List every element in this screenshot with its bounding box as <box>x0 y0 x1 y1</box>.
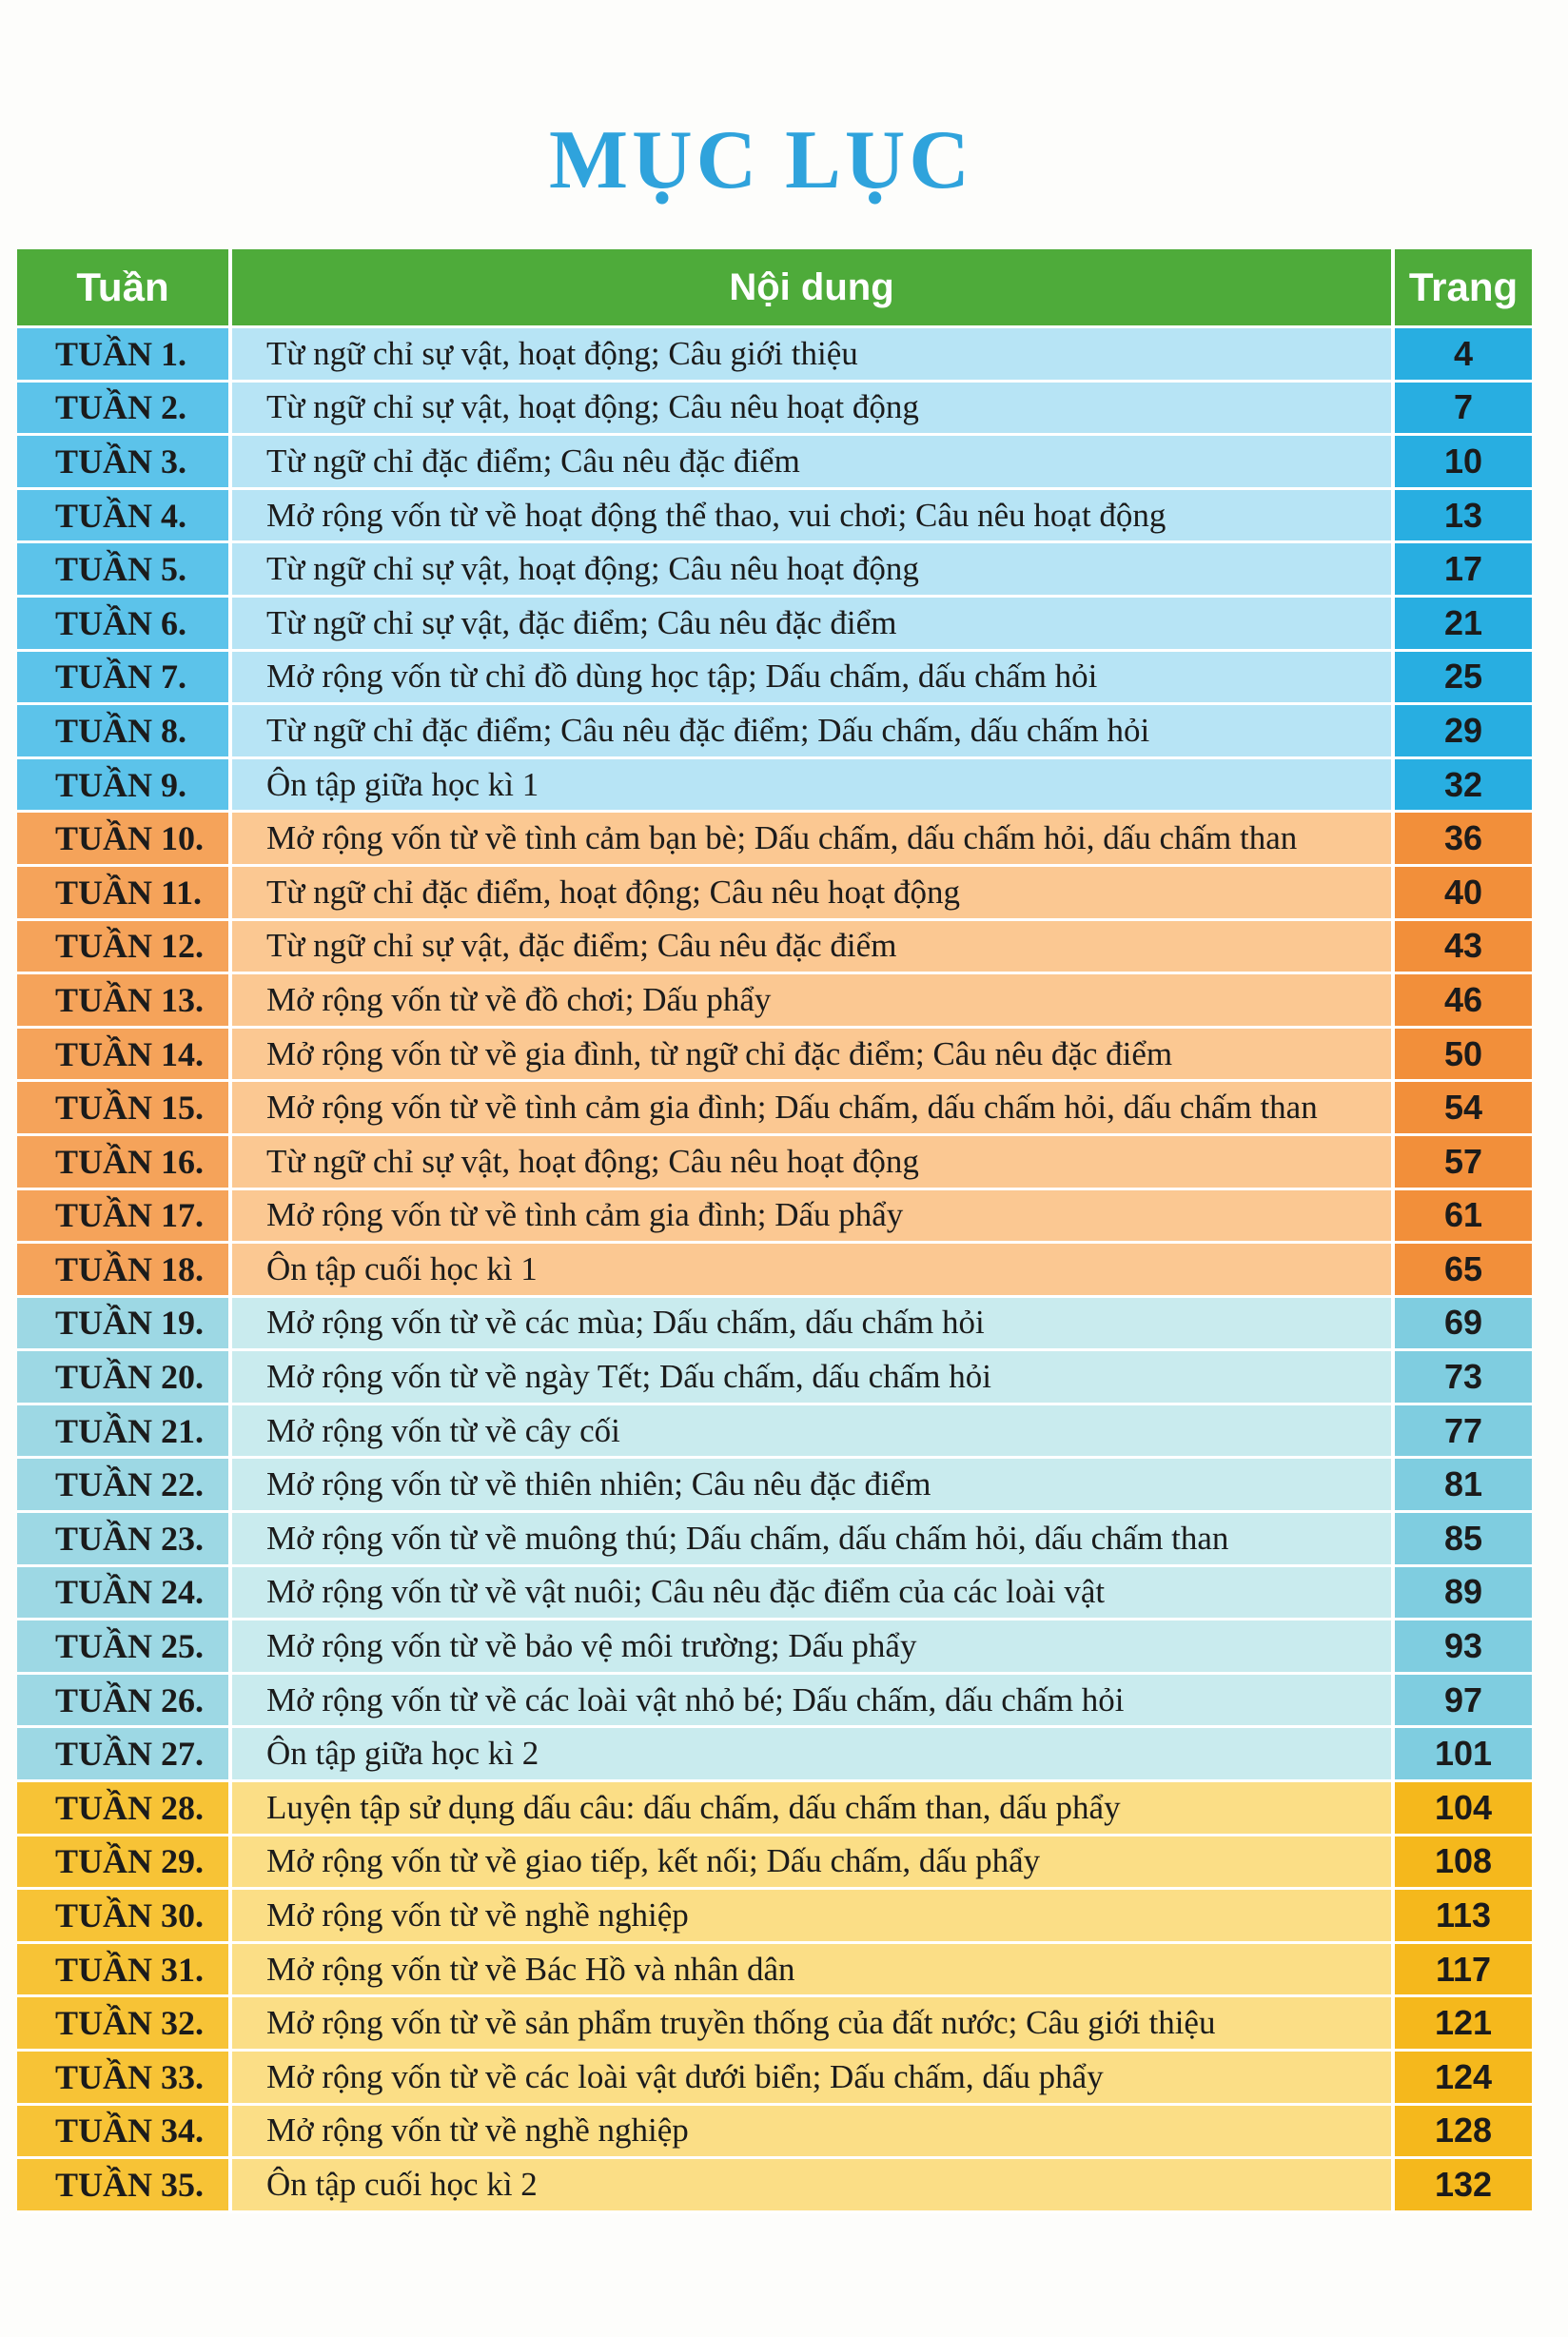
page-cell: 32 <box>1395 759 1532 811</box>
toc-table <box>17 249 1532 2213</box>
week-cell: TUẦN 33. <box>17 2052 228 2103</box>
page-cell: 97 <box>1395 1675 1532 1726</box>
week-cell: TUẦN 12. <box>17 921 228 972</box>
toc-row <box>17 1405 1532 1460</box>
content-cell: Từ ngữ chỉ sự vật, hoạt động; Câu giới thiệu <box>228 328 1395 380</box>
page-cell: 81 <box>1395 1459 1532 1510</box>
week-cell: TUẦN 10. <box>17 813 228 864</box>
toc-row <box>17 1459 1532 1513</box>
content-cell: Mở rộng vốn từ về nghề nghiệp <box>228 1890 1395 1941</box>
toc-row <box>17 1890 1532 1944</box>
toc-row <box>17 1351 1532 1405</box>
toc-row <box>17 1082 1532 1136</box>
toc-row <box>17 436 1532 490</box>
content-cell: Ôn tập cuối học kì 2 <box>228 2159 1395 2210</box>
week-cell: TUẦN 22. <box>17 1459 228 1510</box>
content-cell: Từ ngữ chỉ đặc điểm; Câu nêu đặc điểm; Dấu chấm, dấu chấm hỏi <box>228 705 1395 756</box>
week-cell: TUẦN 5. <box>17 543 228 595</box>
page-cell: 21 <box>1395 598 1532 649</box>
week-cell: TUẦN 18. <box>17 1244 228 1295</box>
content-cell: Mở rộng vốn từ về các loài vật nhỏ bé; Dấu chấm, dấu chấm hỏi <box>228 1675 1395 1726</box>
toc-row <box>17 2052 1532 2106</box>
page-cell: 25 <box>1395 652 1532 703</box>
toc-row <box>17 1944 1532 1998</box>
toc-row <box>17 1782 1532 1836</box>
content-cell: Mở rộng vốn từ về Bác Hồ và nhân dân <box>228 1944 1395 1995</box>
week-cell: TUẦN 32. <box>17 1997 228 2049</box>
content-cell: Từ ngữ chỉ sự vật, đặc điểm; Câu nêu đặc điểm <box>228 598 1395 649</box>
page-cell: 7 <box>1395 383 1532 434</box>
week-cell: TUẦN 20. <box>17 1351 228 1403</box>
content-cell: Mở rộng vốn từ về giao tiếp, kết nối; Dấu chấm, dấu phẩy <box>228 1836 1395 1888</box>
page-cell: 73 <box>1395 1351 1532 1403</box>
page-cell: 128 <box>1395 2106 1532 2157</box>
week-cell: TUẦN 8. <box>17 705 228 756</box>
content-cell: Từ ngữ chỉ đặc điểm, hoạt động; Câu nêu hoạt động <box>228 867 1395 918</box>
week-cell: TUẦN 16. <box>17 1136 228 1188</box>
content-cell: Mở rộng vốn từ về tình cảm gia đình; Dấu phẩy <box>228 1190 1395 1242</box>
toc-header-row <box>17 249 1532 328</box>
toc-row <box>17 1136 1532 1190</box>
toc-row <box>17 490 1532 544</box>
toc-rows <box>17 328 1532 2213</box>
week-cell: TUẦN 25. <box>17 1620 228 1672</box>
content-cell: Ôn tập cuối học kì 1 <box>228 1244 1395 1295</box>
content-cell: Mở rộng vốn từ về cây cối <box>228 1405 1395 1457</box>
content-cell: Mở rộng vốn từ về đồ chơi; Dấu phẩy <box>228 974 1395 1026</box>
content-cell: Ôn tập giữa học kì 2 <box>228 1728 1395 1779</box>
page-cell: 4 <box>1395 328 1532 380</box>
content-cell: Mở rộng vốn từ về các loài vật dưới biển; Dấu chấm, dấu phẩy <box>228 2052 1395 2103</box>
page-cell: 40 <box>1395 867 1532 918</box>
toc-row <box>17 1513 1532 1567</box>
page-cell: 57 <box>1395 1136 1532 1188</box>
week-cell: TUẦN 30. <box>17 1890 228 1941</box>
page-cell: 93 <box>1395 1620 1532 1672</box>
week-cell: TUẦN 24. <box>17 1567 228 1619</box>
week-cell: TUẦN 23. <box>17 1513 228 1564</box>
toc-row <box>17 1675 1532 1729</box>
toc-row <box>17 921 1532 975</box>
content-cell: Từ ngữ chỉ đặc điểm; Câu nêu đặc điểm <box>228 436 1395 487</box>
header-content: Nội dung <box>228 249 1395 325</box>
week-cell: TUẦN 2. <box>17 383 228 434</box>
content-cell: Mở rộng vốn từ về nghề nghiệp <box>228 2106 1395 2157</box>
week-cell: TUẦN 1. <box>17 328 228 380</box>
week-cell: TUẦN 21. <box>17 1405 228 1457</box>
week-cell: TUẦN 11. <box>17 867 228 918</box>
page-cell: 13 <box>1395 490 1532 541</box>
content-cell: Mở rộng vốn từ về hoạt động thể thao, vui chơi; Câu nêu hoạt động <box>228 490 1395 541</box>
page-title: MỤC LỤC <box>549 114 973 206</box>
toc-row <box>17 543 1532 598</box>
page-cell: 89 <box>1395 1567 1532 1619</box>
page-cell: 10 <box>1395 436 1532 487</box>
week-cell: TUẦN 9. <box>17 759 228 811</box>
page-cell: 85 <box>1395 1513 1532 1564</box>
toc-row <box>17 1190 1532 1245</box>
toc-row <box>17 652 1532 706</box>
toc-row <box>17 1728 1532 1782</box>
week-cell: TUẦN 3. <box>17 436 228 487</box>
toc-row <box>17 1567 1532 1621</box>
week-cell: TUẦN 6. <box>17 598 228 649</box>
week-cell: TUẦN 7. <box>17 652 228 703</box>
toc-row <box>17 1029 1532 1083</box>
toc-row <box>17 867 1532 921</box>
content-cell: Mở rộng vốn từ về bảo vệ môi trường; Dấu phẩy <box>228 1620 1395 1672</box>
content-cell: Mở rộng vốn từ về gia đình, từ ngữ chỉ đặc điểm; Câu nêu đặc điểm <box>228 1029 1395 1080</box>
week-cell: TUẦN 26. <box>17 1675 228 1726</box>
toc-row <box>17 974 1532 1029</box>
page-cell: 121 <box>1395 1997 1532 2049</box>
toc-row <box>17 328 1532 383</box>
page-cell: 17 <box>1395 543 1532 595</box>
page-cell: 50 <box>1395 1029 1532 1080</box>
week-cell: TUẦN 4. <box>17 490 228 541</box>
toc-row <box>17 383 1532 437</box>
content-cell: Luyện tập sử dụng dấu câu: dấu chấm, dấu chấm than, dấu phẩy <box>228 1782 1395 1834</box>
page-cell: 117 <box>1395 1944 1532 1995</box>
page-cell: 65 <box>1395 1244 1532 1295</box>
content-cell: Mở rộng vốn từ chỉ đồ dùng học tập; Dấu chấm, dấu chấm hỏi <box>228 652 1395 703</box>
toc-row <box>17 705 1532 759</box>
header-week: Tuần <box>76 265 169 309</box>
page-cell: 54 <box>1395 1082 1532 1133</box>
page-cell: 101 <box>1395 1728 1532 1779</box>
page-cell: 36 <box>1395 813 1532 864</box>
page-cell: 46 <box>1395 974 1532 1026</box>
week-cell: TUẦN 19. <box>17 1298 228 1349</box>
page-cell: 108 <box>1395 1836 1532 1888</box>
week-cell: TUẦN 29. <box>17 1836 228 1888</box>
toc-row <box>17 759 1532 814</box>
toc-row <box>17 1997 1532 2052</box>
content-cell: Mở rộng vốn từ về vật nuôi; Câu nêu đặc điểm của các loài vật <box>228 1567 1395 1619</box>
content-cell: Từ ngữ chỉ sự vật, đặc điểm; Câu nêu đặc điểm <box>228 921 1395 972</box>
content-cell: Mở rộng vốn từ về ngày Tết; Dấu chấm, dấu chấm hỏi <box>228 1351 1395 1403</box>
toc-row <box>17 1244 1532 1298</box>
page-cell: 113 <box>1395 1890 1532 1941</box>
week-cell: TUẦN 34. <box>17 2106 228 2157</box>
week-cell: TUẦN 15. <box>17 1082 228 1133</box>
content-cell: Mở rộng vốn từ về muông thú; Dấu chấm, dấu chấm hỏi, dấu chấm than <box>228 1513 1395 1564</box>
content-cell: Mở rộng vốn từ về tình cảm bạn bè; Dấu chấm, dấu chấm hỏi, dấu chấm than <box>228 813 1395 864</box>
page-cell: 43 <box>1395 921 1532 972</box>
page-cell: 132 <box>1395 2159 1532 2210</box>
week-cell: TUẦN 13. <box>17 974 228 1026</box>
toc-row <box>17 598 1532 652</box>
page-cell: 69 <box>1395 1298 1532 1349</box>
page-cell: 61 <box>1395 1190 1532 1242</box>
content-cell: Mở rộng vốn từ về thiên nhiên; Câu nêu đặc điểm <box>228 1459 1395 1510</box>
content-cell: Từ ngữ chỉ sự vật, hoạt động; Câu nêu hoạt động <box>228 543 1395 595</box>
page-cell: 77 <box>1395 1405 1532 1457</box>
content-cell: Từ ngữ chỉ sự vật, hoạt động; Câu nêu hoạt động <box>228 383 1395 434</box>
page-cell: 124 <box>1395 2052 1532 2103</box>
content-cell: Từ ngữ chỉ sự vật, hoạt động; Câu nêu hoạt động <box>228 1136 1395 1188</box>
page-cell: 104 <box>1395 1782 1532 1834</box>
toc-row <box>17 1836 1532 1891</box>
week-cell: TUẦN 28. <box>17 1782 228 1834</box>
content-cell: Mở rộng vốn từ về các mùa; Dấu chấm, dấu chấm hỏi <box>228 1298 1395 1349</box>
week-cell: TUẦN 27. <box>17 1728 228 1779</box>
week-cell: TUẦN 17. <box>17 1190 228 1242</box>
week-cell: TUẦN 14. <box>17 1029 228 1080</box>
content-cell: Mở rộng vốn từ về tình cảm gia đình; Dấu chấm, dấu chấm hỏi, dấu chấm than <box>228 1082 1395 1133</box>
toc-row <box>17 2106 1532 2160</box>
toc-row <box>17 813 1532 867</box>
page-cell: 29 <box>1395 705 1532 756</box>
week-cell: TUẦN 35. <box>17 2159 228 2210</box>
content-cell: Mở rộng vốn từ về sản phẩm truyền thống của đất nước; Câu giới thiệu <box>228 1997 1395 2049</box>
toc-row <box>17 1620 1532 1675</box>
header-page: Trang <box>1408 265 1519 309</box>
content-cell: Ôn tập giữa học kì 1 <box>228 759 1395 811</box>
week-cell: TUẦN 31. <box>17 1944 228 1995</box>
toc-row <box>17 2159 1532 2213</box>
toc-row <box>17 1298 1532 1352</box>
